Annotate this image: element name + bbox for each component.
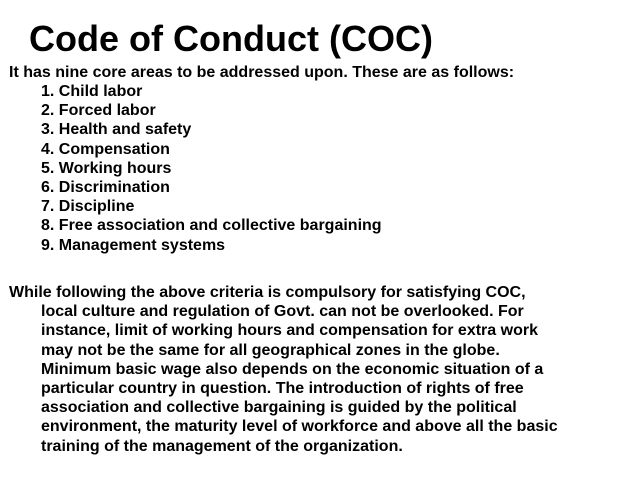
core-area-item: 3. Health and safety [41,121,192,139]
paragraph-line: may not be the same for all geographical zones in the globe. [41,341,500,359]
paragraph-line: association and collective bargaining is guided by the political [41,399,517,417]
paragraph-line: instance, limit of working hours and compensation for extra work [41,322,538,340]
paragraph-line: environment, the maturity level of workforce and above all the basic [41,418,558,436]
paragraph-line: training of the management of the organization. [41,437,403,455]
core-area-item: 1. Child labor [41,83,143,100]
core-areas-list [41,82,382,255]
slide-title: Code of Conduct (COC) [29,18,433,59]
paragraph-line: particular country in question. The introduction of rights of free [41,380,524,398]
core-area-item: 5. Working hours [41,159,172,177]
paragraph-line: While following the above criteria is compulsory for satisfying COC, [9,284,526,301]
core-area-item: 9. Management systems [41,236,226,254]
paragraph-line: local culture and regulation of Govt. can not be overlooked. For [41,303,524,321]
core-area-item: 7. Discipline [41,198,135,216]
core-area-item: 6. Discrimination [41,179,170,197]
paragraph-line: Minimum basic wage also depends on the economic situation of a [41,360,544,378]
intro-text: It has nine core areas to be addressed upon. These are as follows: [9,64,515,81]
explanation-paragraph [9,283,629,456]
core-area-item: 2. Forced labor [41,102,156,120]
core-area-item: 8. Free association and collective bargaining [41,217,382,235]
core-area-item: 4. Compensation [41,140,170,158]
